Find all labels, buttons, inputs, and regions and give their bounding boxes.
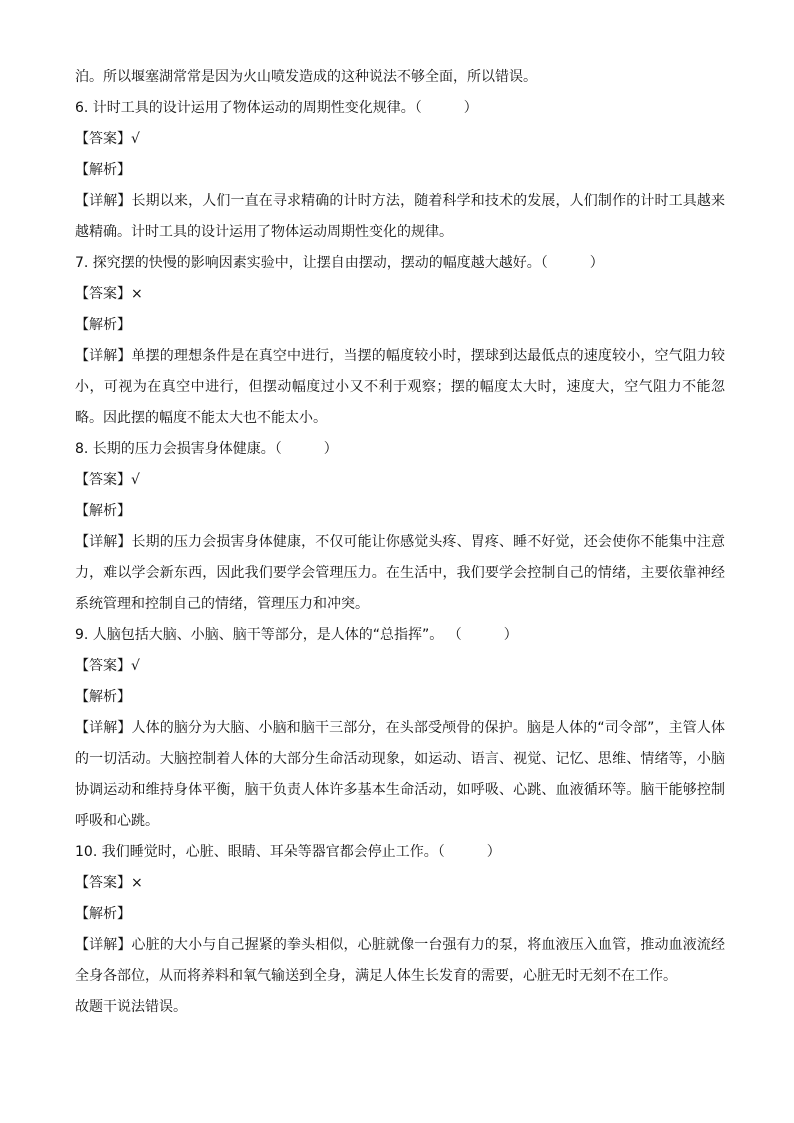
question-block-10 (75, 837, 725, 1023)
answer-line: 【答案】√ (75, 658, 140, 674)
detail-paragraph: 【详解】长期的压力会损害身体健康，不仅可能让你感觉头疼、胃疼、睡不好觉，还会使你不能集中注意力，难以学会新东西，因此我们要学会管理压力。在生活中，我们要学会控制自己的情绪，主要依靠神经系统管理和控制自己的情绪，管理压力和冲突。 (75, 534, 725, 612)
question-block-9 (75, 620, 725, 837)
question-text: 9. 人脑包括大脑、小脑、脑干等部分，是人体的“总指挥”。 （ ） (75, 627, 518, 643)
question-text: 8. 长期的压力会损害身体健康。（ ） (75, 441, 338, 457)
question-block-7 (75, 248, 725, 434)
question-text: 6. 计时工具的设计运用了物体运动的周期性变化规律。（ ） (75, 100, 478, 116)
detail-paragraph: 【详解】长期以来，人们一直在寻求精确的计时方法，随着科学和技术的发展，人们制作的计时工具越来越精确。计时工具的设计运用了物体运动周期性变化的规律。 (75, 193, 725, 240)
analysis-label: 【解析】 (75, 689, 131, 705)
question-text: 10. 我们睡觉时，心脏、眼睛、耳朵等器官都会停止工作。（ ） (75, 844, 501, 860)
analysis-label: 【解析】 (75, 162, 131, 178)
answer-line: 【答案】√ (75, 472, 140, 488)
answer-line: 【答案】× (75, 875, 143, 891)
question-block-6 (75, 93, 725, 248)
analysis-label: 【解析】 (75, 503, 131, 519)
answer-line: 【答案】√ (75, 131, 140, 147)
detail-paragraph: 【详解】单摆的理想条件是在真空中进行，当摆的幅度较小时，摆球到达最低点的速度较小，空气阻力较小，可视为在真空中进行，但摆动幅度过小又不利于观察；摆的幅度太大时，速度大，空气阻力不能忽略。因此摆的幅度不能太大也不能太小。 (75, 348, 725, 426)
document-content (75, 62, 725, 1023)
answer-line: 【答案】× (75, 286, 143, 302)
detail-paragraph: 【详解】心脏的大小与自己握紧的拳头相似，心脏就像一台强有力的泵，将血液压入血管，推动血液流经全身各部位，从而将养料和氧气输送到全身，满足人体生长发育的需要，心脏无时无刻不在工作。 (75, 937, 725, 984)
analysis-label: 【解析】 (75, 906, 131, 922)
intro-paragraph: 泊。所以堰塞湖常常是因为火山喷发造成的这种说法不够全面，所以错误。 (75, 69, 537, 85)
conclusion-line: 故题干说法错误。 (75, 999, 187, 1015)
detail-paragraph: 【详解】人体的脑分为大脑、小脑和脑干三部分，在头部受颅骨的保护。脑是人体的“司令部”，主管人体的一切活动。大脑控制着人体的大部分生命活动现象，如运动、语言、视觉、记忆、思维、情绪等，小脑协调运动和维持身体平衡，脑干负责人体许多基本生命活动，如呼吸、心跳、血液循环等。脑干能够控制呼吸和心跳。 (75, 720, 725, 829)
question-text: 7. 探究摆的快慢的影响因素实验中，让摆自由摆动，摆动的幅度越大越好。（ ） (75, 255, 604, 271)
analysis-label: 【解析】 (75, 317, 131, 333)
question-block-8 (75, 434, 725, 620)
